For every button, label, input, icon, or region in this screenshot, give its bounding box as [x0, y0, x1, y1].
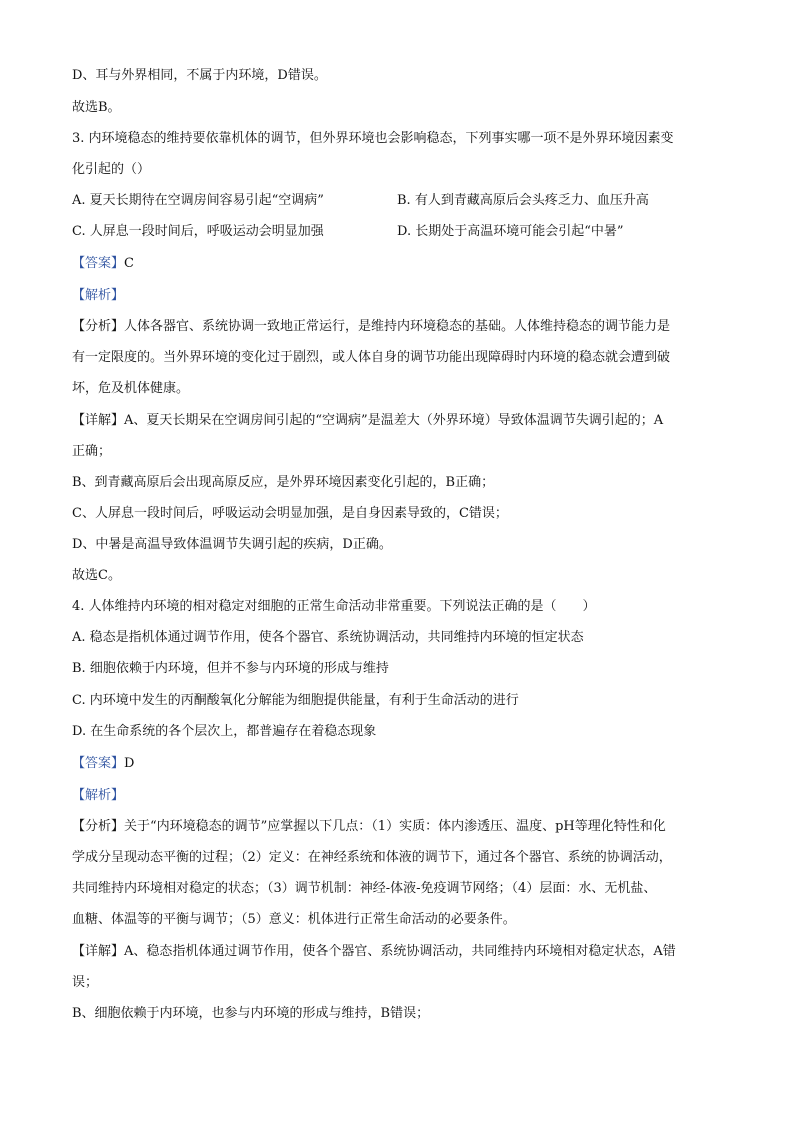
q4-detail-line1	[72, 942, 676, 962]
q4-analysis-line4: 血糖、体温等的平衡与调节；（5）意义：机体进行正常生命活动的必要条件。	[72, 912, 516, 927]
q4-answer	[72, 754, 134, 774]
detail-tag: 【详解】	[72, 944, 125, 959]
q3-detail-line4: C、人屏息一段时间后，呼吸运动会明显加强，是自身因素导致的，C错误；	[72, 506, 508, 521]
q3-answer	[72, 254, 134, 274]
jiexi-tag: 【解析】	[72, 288, 125, 303]
q3-analysis-line3: 坏，危及机体健康。	[72, 381, 190, 396]
q3-detail-line5: D、中暑是高温导致体温调节失调引起的疾病，D正确。	[72, 537, 392, 552]
q3-analysis-line1	[72, 317, 670, 337]
answer-value: D	[124, 756, 135, 771]
q3-stem-line1: 3. 内环境稳态的维持要依靠机体的调节，但外界环境也会影响稳态，下列事实哪一项不是外界环境因素变	[72, 131, 674, 146]
q3-detail-line3: B、到青藏高原后会出现高原反应，是外界环境因素变化引起的，B正确；	[72, 475, 495, 490]
q3-option-b: B. 有人到青藏高原后会头疼乏力、血压升高	[397, 193, 649, 208]
detail-text: A、夏天长期呆在空调房间引起的“空调病”是温差大（外界环境）导致体温调节失调引起的；A	[124, 413, 664, 428]
q4-option-a: A. 稳态是指机体通过调节作用，使各个器官、系统协调活动，共同维持内环境的恒定状态	[72, 630, 584, 645]
q3-detail-line2: 正确；	[72, 444, 112, 459]
q3-option-a: A. 夏天长期待在空调房间容易引起“空调病”	[72, 193, 324, 208]
detail-tag: 【详解】	[72, 413, 125, 428]
answer-value: C	[124, 256, 134, 271]
q4-detail-line2: 误；	[72, 975, 99, 990]
q4-analysis-line2: 学成分呈现动态平衡的过程；（2）定义：在神经系统和体液的调节下，通过各个器官、系统的协调活动，	[72, 850, 672, 865]
q3-stem-line2: 化引起的（）	[72, 162, 151, 177]
q4-option-c: C. 内环境中发生的丙酮酸氧化分解能为细胞提供能量，有利于生命活动的进行	[72, 693, 519, 708]
prev-answer-d: D、耳与外界相同，不属于内环境，D错误。	[72, 68, 327, 83]
analysis-text: 关于“内环境稳态的调节”应掌握以下几点：（1）实质：体内渗透压、温度、pH等理化特性和化	[124, 819, 666, 834]
detail-text: A、稳态指机体通过调节作用，使各个器官、系统协调活动，共同维持内环境相对稳定状态，A错	[124, 944, 676, 959]
answer-tag: 【答案】	[72, 256, 125, 271]
analysis-tag: 【分析】	[72, 819, 125, 834]
jiexi-tag: 【解析】	[72, 788, 125, 803]
prev-conclusion: 故选B。	[72, 100, 121, 115]
q3-detail-line1	[72, 411, 663, 431]
q4-option-d: D. 在生命系统的各个层次上，都普遍存在着稳态现象	[72, 724, 377, 739]
q4-analysis-line1	[72, 817, 666, 837]
q4-analysis-line3: 共同维持内环境相对稳定的状态；（3）调节机制：神经-体液-免疫调节网络；（4）层面：水、无机盐、	[72, 881, 657, 896]
q4-jiexi	[72, 786, 124, 806]
analysis-text: 人体各器官、系统协调一致地正常运行，是维持内环境稳态的基础。人体维持稳态的调节能力是	[124, 319, 671, 334]
q3-jiexi	[72, 286, 124, 306]
q3-option-c: C. 人屏息一段时间后，呼吸运动会明显加强	[72, 224, 324, 239]
q3-analysis-line2: 有一定限度的。当外界环境的变化过于剧烈，或人体自身的调节功能出现障碍时内环境的稳态就会遭到破	[72, 350, 671, 365]
analysis-tag: 【分析】	[72, 319, 125, 334]
q3-conclusion: 故选C。	[72, 568, 121, 583]
answer-tag: 【答案】	[72, 756, 125, 771]
q4-option-b: B. 细胞依赖于内环境，但并不参与内环境的形成与维持	[72, 661, 389, 676]
q3-option-d: D. 长期处于高温环境可能会引起“中暑”	[397, 224, 624, 239]
q4-stem: 4. 人体维持内环境的相对稳定对细胞的正常生命活动非常重要。下列说法正确的是（ ）	[72, 599, 596, 614]
q4-detail-line3: B、细胞依赖于内环境，也参与内环境的形成与维持，B错误；	[72, 1006, 430, 1021]
